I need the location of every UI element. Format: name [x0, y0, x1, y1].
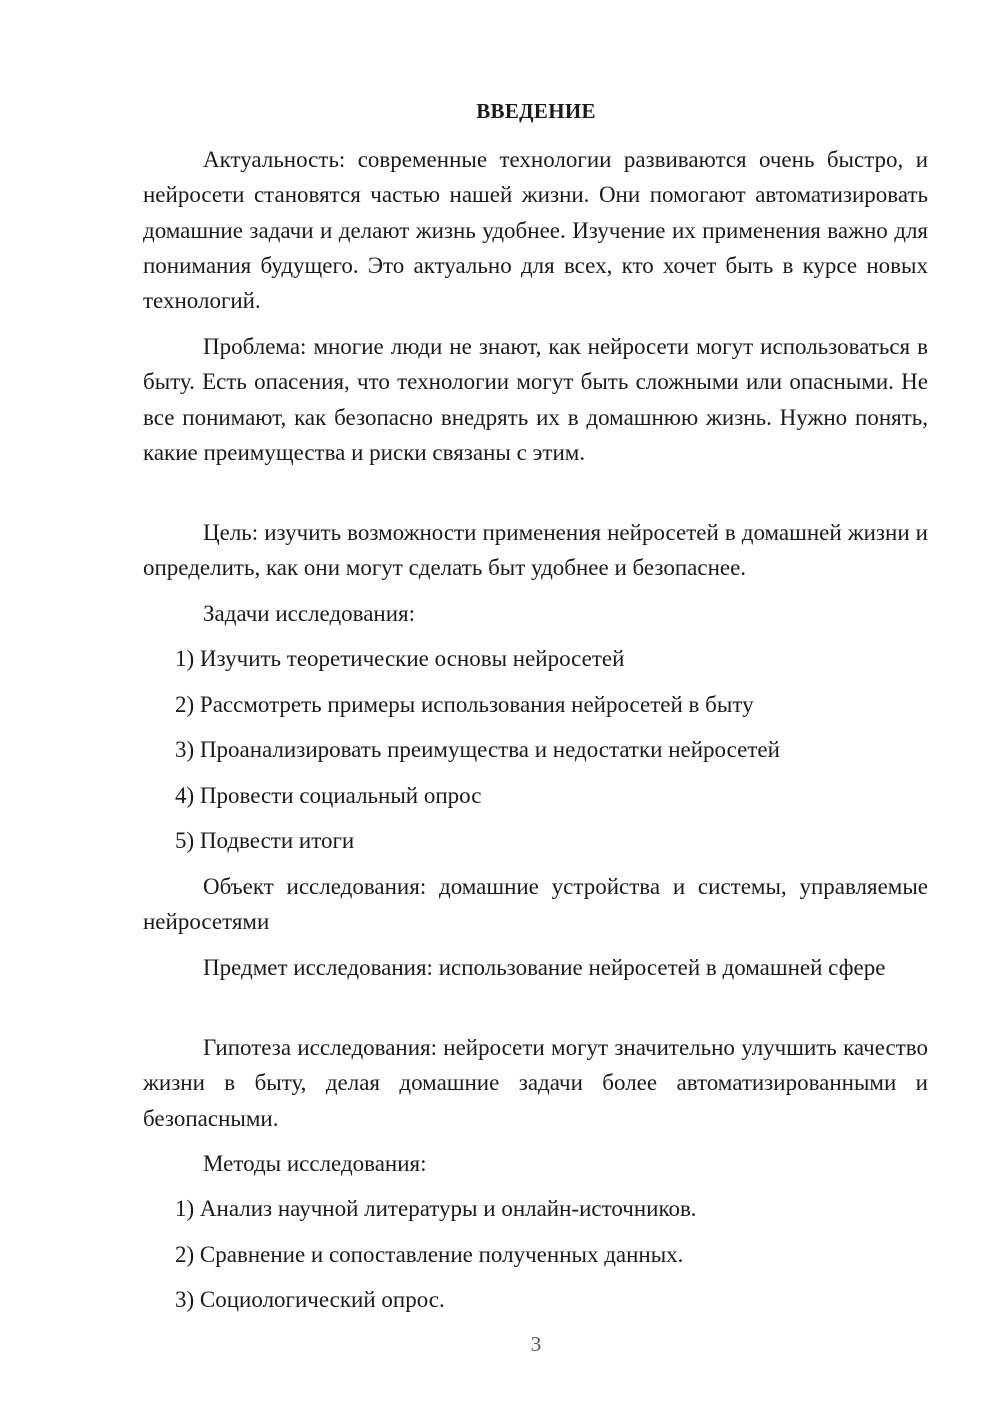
method-item: 3) Социологический опрос. — [175, 1287, 445, 1312]
task-item: 4) Провести социальный опрос — [175, 783, 482, 808]
section-title: ВВЕДЕНИЕ — [476, 99, 596, 123]
paragraph-relevance: Актуальность: современные технологии развиваются очень быстро, и нейросети становятся частью нашей жизни. Они помогают автоматизировать домашние задачи и делают жизнь удобнее. Изучение их применения важно для понимания будущего. Это актуально для всех, кто хочет быть в курсе новых технологий. — [143, 147, 928, 314]
task-item: 1) Изучить теоретические основы нейросетей — [175, 646, 625, 671]
paragraph-object: Объект исследования: домашние устройства и системы, управляемые нейросетями — [143, 874, 928, 935]
tasks-heading: Задачи исследования: — [203, 601, 416, 626]
task-item: 3) Проанализировать преимущества и недостатки нейросетей — [175, 737, 780, 762]
task-item: 5) Подвести итоги — [175, 828, 355, 853]
page-number: 3 — [530, 1332, 542, 1356]
paragraph-subject: Предмет исследования: использование нейросетей в домашней сфере — [203, 955, 886, 980]
method-item: 1) Анализ научной литературы и онлайн-источников. — [175, 1196, 697, 1221]
paragraph-problem: Проблема: многие люди не знают, как нейросети могут использоваться в быту. Есть опасения, что технологии могут быть сложными или опасными. Не все понимают, как безопасно внедрять их в домашнюю жизнь. Нужно понять, какие преимущества и риски связаны с этим. — [143, 334, 928, 465]
method-item: 2) Сравнение и сопоставление полученных данных. — [175, 1242, 684, 1267]
paragraph-goal: Цель: изучить возможности применения нейросетей в домашней жизни и определить, как они могут сделать быт удобнее и безопаснее. — [143, 520, 928, 581]
task-item: 2) Рассмотреть примеры использования нейросетей в быту — [175, 692, 754, 717]
methods-heading: Методы исследования: — [203, 1151, 427, 1176]
paragraph-hypothesis: Гипотеза исследования: нейросети могут значительно улучшить качество жизни в быту, делая домашние задачи более автоматизированными и безопасными. — [143, 1035, 928, 1131]
